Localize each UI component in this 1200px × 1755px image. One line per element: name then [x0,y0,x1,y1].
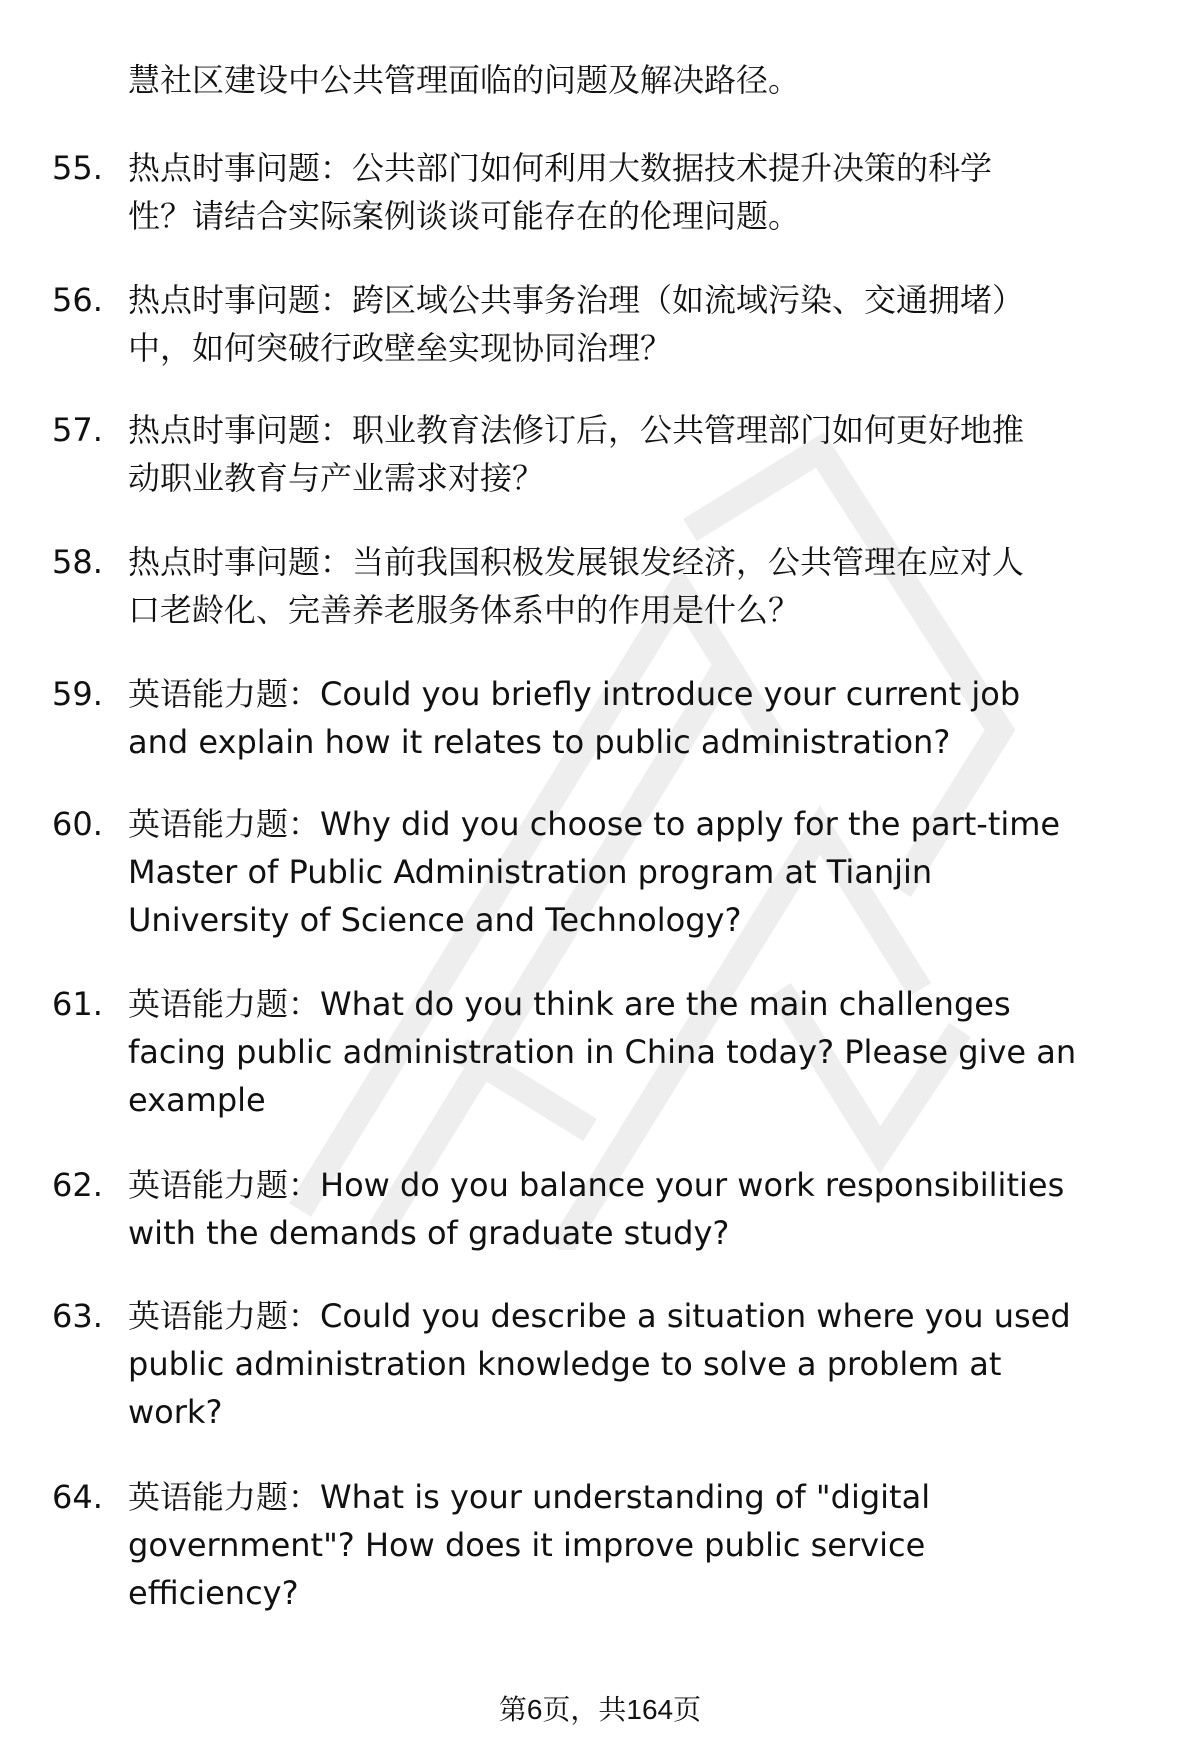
question-text [128,276,1158,372]
question-line: University of Science and Technology? [128,901,742,939]
question-number: 56. [52,281,103,319]
question-line: with the demands of graduate study? [128,1214,730,1252]
question-line: 英语能力题：What is your understanding of "digital [128,1478,931,1516]
question-number: 61. [52,985,103,1023]
question-text [128,800,1158,944]
question-text [128,980,1158,1124]
question-line: 英语能力题：Why did you choose to apply for the part-time [128,805,1061,843]
question-number: 60. [52,805,103,843]
question-text [128,1292,1158,1436]
question-number: 55. [52,149,103,187]
question-line: 英语能力题：Could you briefly introduce your current job [128,675,1021,713]
question-line: public administration knowledge to solve a problem at [128,1345,1002,1383]
question-text [128,538,1158,634]
page-number-footer: 第6页，共164页 [498,1694,702,1725]
continuation-line: 慧社区建设中公共管理面临的问题及解决路径。 [128,61,801,99]
question-line: 热点时事问题：职业教育法修订后，公共管理部门如何更好地推 [128,411,1025,449]
question-text [128,144,1158,240]
question-line: 英语能力题：How do you balance your work responsibilities [128,1166,1065,1204]
question-line: example [128,1081,266,1119]
question-line: facing public administration in China today? Please give an [128,1033,1077,1071]
question-line: 热点时事问题：公共部门如何利用大数据技术提升决策的科学 [128,149,993,187]
question-number: 62. [52,1166,103,1204]
question-number: 64. [52,1478,103,1516]
question-text [128,1473,1158,1617]
question-text [128,670,1158,766]
question-text [128,406,1158,502]
question-text [128,1161,1158,1257]
question-line: and explain how it relates to public administration? [128,723,951,761]
question-line: 英语能力题：Could you describe a situation where you used [128,1297,1071,1335]
question-line: work? [128,1393,223,1431]
question-line: 英语能力题：What do you think are the main challenges [128,985,1011,1023]
question-line: 口老龄化、完善养老服务体系中的作用是什么？ [128,591,801,629]
question-number: 57. [52,411,103,449]
question-number: 59. [52,675,103,713]
question-line: efficiency? [128,1574,299,1612]
question-line: 动职业教育与产业需求对接？ [128,459,545,497]
question-line: 热点时事问题：跨区域公共事务治理（如流域污染、交通拥堵） [128,281,1025,319]
question-line: Master of Public Administration program at Tianjin [128,853,933,891]
question-line: 热点时事问题：当前我国积极发展银发经济，公共管理在应对人 [128,543,1025,581]
question-number: 58. [52,543,103,581]
question-line: government"? How does it improve public service [128,1526,926,1564]
question-line: 中，如何突破行政壁垒实现协同治理？ [128,329,673,367]
question-line: 性？请结合实际案例谈谈可能存在的伦理问题。 [128,197,801,235]
question-number: 63. [52,1297,103,1335]
